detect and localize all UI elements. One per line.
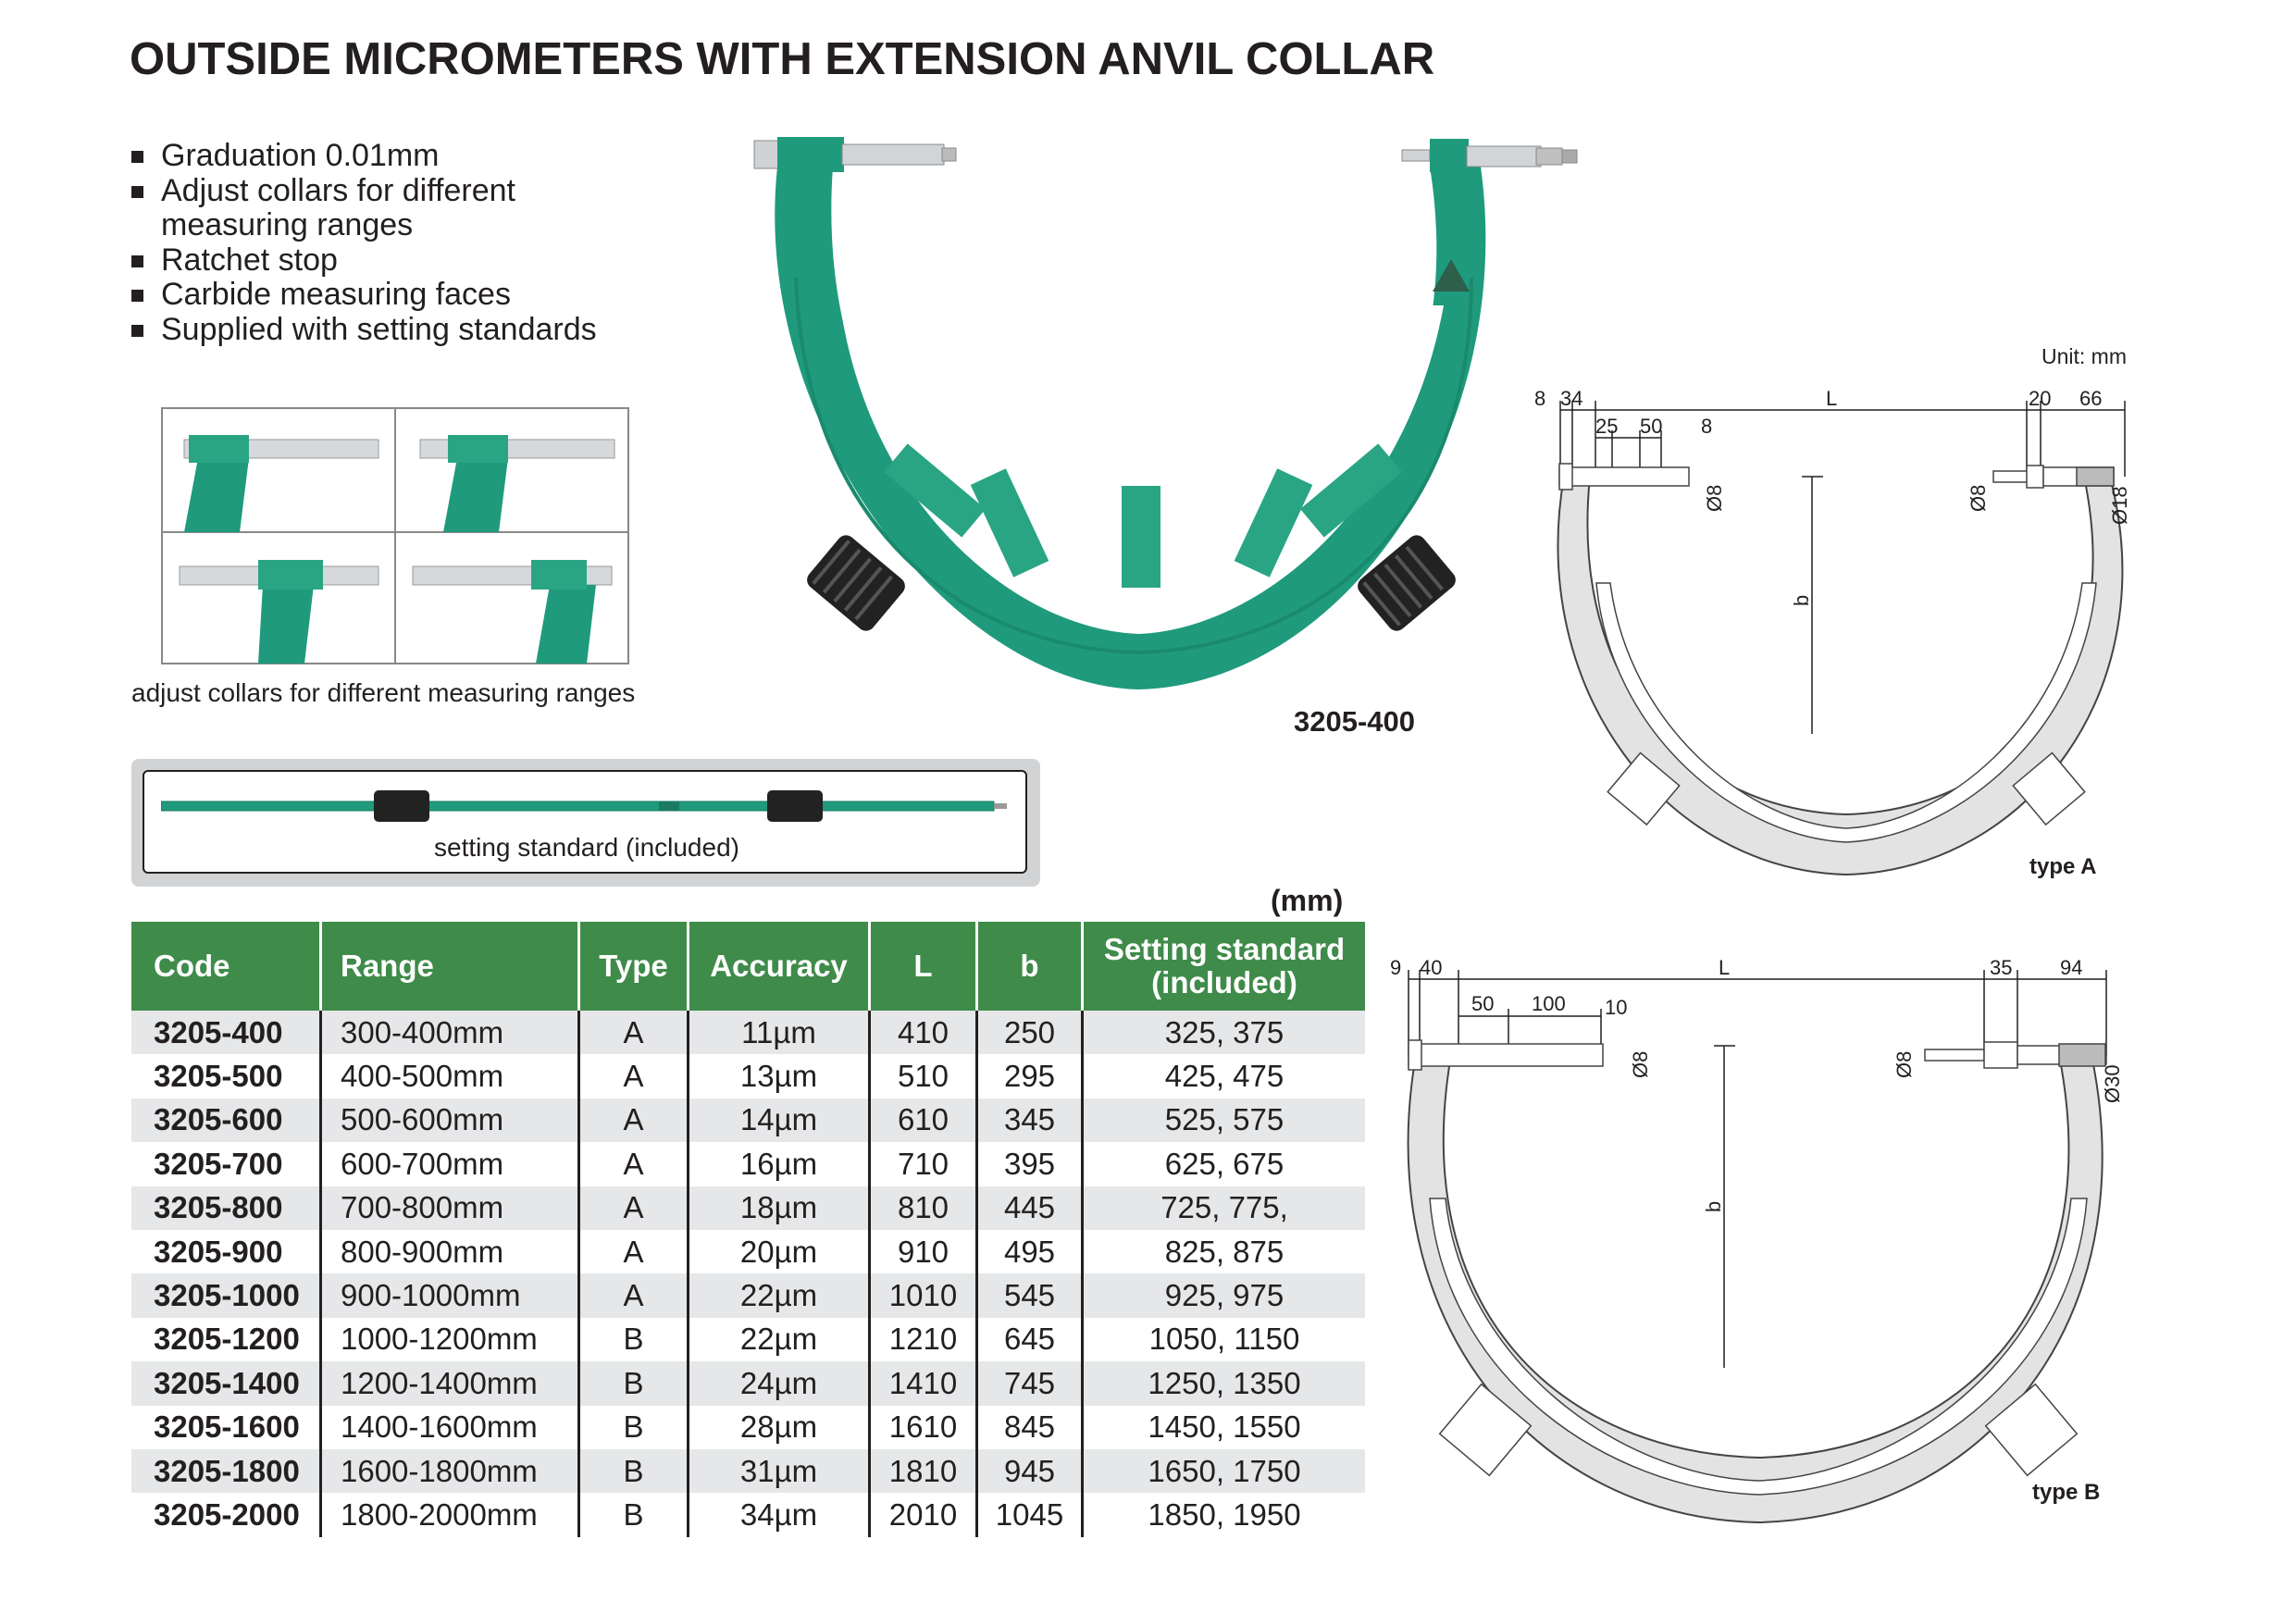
cell-range: 1600-1800mm <box>321 1449 579 1493</box>
diagram-type-a <box>1518 375 2156 893</box>
cell-accuracy: 22µm <box>689 1273 870 1317</box>
page-title: OUTSIDE MICROMETERS WITH EXTENSION ANVIL COLLAR <box>130 34 1435 84</box>
cell-type: A <box>579 1054 689 1098</box>
cell-b: 945 <box>977 1449 1083 1493</box>
dim-label: L <box>1826 387 1838 410</box>
table-row <box>131 1142 1365 1186</box>
feature-item: Ratchet stop <box>130 243 597 279</box>
cell-l: 1610 <box>870 1406 977 1449</box>
cell-code: 3205-400 <box>131 1011 321 1054</box>
header-range: Range <box>321 922 579 1011</box>
spec-table <box>131 922 1365 1537</box>
dim-label: 94 <box>2060 956 2083 979</box>
cell-type: B <box>579 1406 689 1449</box>
cell-setting: 425, 475 <box>1083 1054 1366 1098</box>
header-type: Type <box>579 922 689 1011</box>
setting-standard-box <box>143 770 1027 874</box>
cell-b: 645 <box>977 1318 1083 1361</box>
table-row <box>131 1230 1365 1273</box>
table-row <box>131 1318 1365 1361</box>
cell-l: 2010 <box>870 1493 977 1536</box>
cell-range: 1000-1200mm <box>321 1318 579 1361</box>
cell-b: 295 <box>977 1054 1083 1098</box>
cell-l: 910 <box>870 1230 977 1273</box>
table-row <box>131 1054 1365 1098</box>
cell-accuracy: 18µm <box>689 1186 870 1230</box>
cell-type: A <box>579 1011 689 1054</box>
dim-label: 8 <box>1534 387 1546 410</box>
header-accuracy: Accuracy <box>689 922 870 1011</box>
cell-l: 510 <box>870 1054 977 1098</box>
cell-range: 900-1000mm <box>321 1273 579 1317</box>
dim-label: 10 <box>1605 996 1628 1019</box>
cell-setting: 525, 575 <box>1083 1099 1366 1142</box>
dim-label: 50 <box>1471 992 1495 1015</box>
cell-accuracy: 22µm <box>689 1318 870 1361</box>
cell-type: A <box>579 1186 689 1230</box>
product-code: 3205-400 <box>1294 705 1416 738</box>
setting-standard-rod <box>161 788 1012 826</box>
diagram-type-b <box>1379 953 2138 1527</box>
cell-code: 3205-600 <box>131 1099 321 1142</box>
type-b-label: type B <box>2032 1480 2101 1505</box>
dim-label: L <box>1719 956 1731 979</box>
dim-label: Ø8 <box>1967 484 1990 512</box>
feature-list <box>130 139 597 347</box>
cell-accuracy: 16µm <box>689 1142 870 1186</box>
cell-accuracy: 34µm <box>689 1493 870 1536</box>
type-a-label: type A <box>2029 854 2097 879</box>
dim-label: b <box>1790 594 1813 606</box>
table-header-row <box>131 922 1365 1011</box>
table-row <box>131 1011 1365 1054</box>
dim-label: 9 <box>1390 956 1402 979</box>
dim-label: Ø18 <box>2108 486 2131 525</box>
cell-setting: 925, 975 <box>1083 1273 1366 1317</box>
cell-range: 500-600mm <box>321 1099 579 1142</box>
table-unit-label: (mm) <box>1271 884 1344 917</box>
cell-b: 745 <box>977 1361 1083 1405</box>
cell-type: A <box>579 1230 689 1273</box>
cell-accuracy: 20µm <box>689 1230 870 1273</box>
cell-setting: 1250, 1350 <box>1083 1361 1366 1405</box>
unit-label: Unit: mm <box>2042 344 2127 368</box>
cell-range: 300-400mm <box>321 1011 579 1054</box>
cell-setting: 1450, 1550 <box>1083 1406 1366 1449</box>
cell-range: 1200-1400mm <box>321 1361 579 1405</box>
dim-label: 35 <box>1990 956 2013 979</box>
collar-photo-grid <box>161 407 629 664</box>
cell-setting: 1050, 1150 <box>1083 1318 1366 1361</box>
cell-b: 545 <box>977 1273 1083 1317</box>
header-setting: Setting standard (included) <box>1083 922 1366 1011</box>
cell-code: 3205-1200 <box>131 1318 321 1361</box>
dim-label: 50 <box>1640 415 1663 438</box>
micrometer-photo <box>740 130 1592 740</box>
cell-range: 1800-2000mm <box>321 1493 579 1536</box>
dim-label: Ø30 <box>2101 1064 2124 1103</box>
cell-l: 410 <box>870 1011 977 1054</box>
cell-accuracy: 14µm <box>689 1099 870 1142</box>
setting-standard-caption: setting standard (included) <box>434 833 739 862</box>
cell-type: A <box>579 1099 689 1142</box>
collar-caption: adjust collars for different measuring ranges <box>131 678 636 707</box>
cell-type: A <box>579 1142 689 1186</box>
dim-label: 66 <box>2079 387 2103 410</box>
cell-code: 3205-1000 <box>131 1273 321 1317</box>
cell-range: 600-700mm <box>321 1142 579 1186</box>
cell-accuracy: 13µm <box>689 1054 870 1098</box>
cell-b: 250 <box>977 1011 1083 1054</box>
feature-item: Adjust collars for different measuring ranges <box>130 174 531 243</box>
table-row <box>131 1493 1365 1536</box>
cell-code: 3205-2000 <box>131 1493 321 1536</box>
cell-code: 3205-500 <box>131 1054 321 1098</box>
cell-range: 700-800mm <box>321 1186 579 1230</box>
cell-b: 445 <box>977 1186 1083 1230</box>
cell-range: 400-500mm <box>321 1054 579 1098</box>
feature-item: Supplied with setting standards <box>130 313 597 348</box>
cell-accuracy: 24µm <box>689 1361 870 1405</box>
table-body <box>131 1011 1365 1537</box>
cell-type: B <box>579 1493 689 1536</box>
cell-code: 3205-1400 <box>131 1361 321 1405</box>
cell-b: 845 <box>977 1406 1083 1449</box>
feature-item: Carbide measuring faces <box>130 278 597 313</box>
cell-setting: 825, 875 <box>1083 1230 1366 1273</box>
table-row <box>131 1099 1365 1142</box>
dim-label: Ø8 <box>1893 1050 1916 1078</box>
dim-label: Ø8 <box>1629 1050 1652 1078</box>
cell-l: 1210 <box>870 1318 977 1361</box>
cell-code: 3205-1800 <box>131 1449 321 1493</box>
dim-label: 34 <box>1560 387 1583 410</box>
table-row <box>131 1406 1365 1449</box>
cell-type: B <box>579 1318 689 1361</box>
header-l: L <box>870 922 977 1011</box>
table-row <box>131 1449 1365 1493</box>
cell-b: 345 <box>977 1099 1083 1142</box>
cell-b: 1045 <box>977 1493 1083 1536</box>
cell-code: 3205-700 <box>131 1142 321 1186</box>
cell-code: 3205-1600 <box>131 1406 321 1449</box>
cell-setting: 1650, 1750 <box>1083 1449 1366 1493</box>
table-row <box>131 1186 1365 1230</box>
cell-type: A <box>579 1273 689 1317</box>
dim-label: 8 <box>1701 415 1713 438</box>
cell-l: 1410 <box>870 1361 977 1405</box>
cell-l: 1010 <box>870 1273 977 1317</box>
cell-accuracy: 11µm <box>689 1011 870 1054</box>
table-row <box>131 1361 1365 1405</box>
cell-setting: 325, 375 <box>1083 1011 1366 1054</box>
cell-accuracy: 31µm <box>689 1449 870 1493</box>
cell-type: B <box>579 1361 689 1405</box>
cell-b: 395 <box>977 1142 1083 1186</box>
cell-setting: 625, 675 <box>1083 1142 1366 1186</box>
cell-l: 810 <box>870 1186 977 1230</box>
feature-item: Graduation 0.01mm <box>130 139 597 174</box>
cell-l: 1810 <box>870 1449 977 1493</box>
cell-l: 610 <box>870 1099 977 1142</box>
header-code: Code <box>131 922 321 1011</box>
cell-code: 3205-800 <box>131 1186 321 1230</box>
cell-l: 710 <box>870 1142 977 1186</box>
dim-label: Ø8 <box>1703 484 1726 512</box>
cell-accuracy: 28µm <box>689 1406 870 1449</box>
cell-setting: 725, 775, <box>1083 1186 1366 1230</box>
dim-label: 40 <box>1420 956 1443 979</box>
cell-setting: 1850, 1950 <box>1083 1493 1366 1536</box>
cell-range: 1400-1600mm <box>321 1406 579 1449</box>
table-row <box>131 1273 1365 1317</box>
dim-label: 100 <box>1532 992 1566 1015</box>
dim-label: 25 <box>1595 415 1619 438</box>
header-b: b <box>977 922 1083 1011</box>
setting-standard-panel <box>131 759 1040 887</box>
cell-code: 3205-900 <box>131 1230 321 1273</box>
dim-label: b <box>1702 1200 1725 1212</box>
cell-b: 495 <box>977 1230 1083 1273</box>
cell-range: 800-900mm <box>321 1230 579 1273</box>
dim-label: 20 <box>2029 387 2052 410</box>
cell-type: B <box>579 1449 689 1493</box>
